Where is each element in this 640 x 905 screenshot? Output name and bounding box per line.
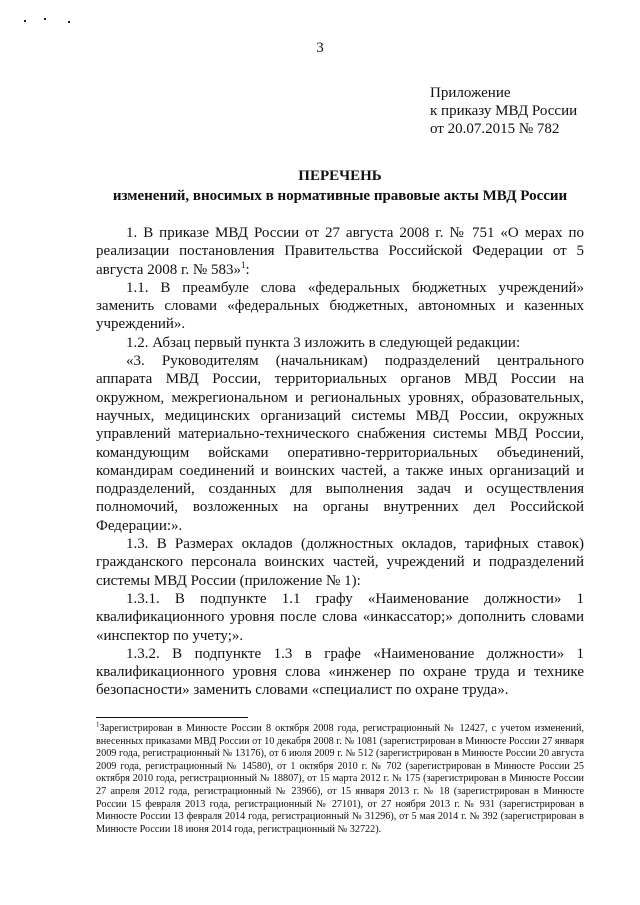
title-line-1: ПЕРЕЧЕНЬ <box>298 168 382 184</box>
paragraph-1-suffix: : <box>245 261 250 278</box>
page-number: 3 <box>316 40 324 56</box>
document-title <box>96 166 584 206</box>
scan-speck <box>68 21 70 23</box>
appendix-line-1: Приложение <box>430 85 511 101</box>
footnote-marker: 1 <box>96 720 100 729</box>
footnote <box>96 720 584 836</box>
footnote-divider <box>96 717 248 718</box>
appendix-header <box>430 84 577 138</box>
document-body <box>96 224 584 700</box>
paragraph-1-text: 1. В приказе МВД России от 27 августа 2008 г. № 751 «О мерах по реализации постановления Правительства Российской Федерации от 5 августа 2008 г. № 583» <box>96 225 584 278</box>
paragraph-1-3-1: 1.3.1. В подпункте 1.1 графу «Наименование должности» 1 квалификационного уровня после слова «инкассатор;» дополнить словами «инспектор по учету;». <box>96 590 584 644</box>
paragraph-1-3: 1.3. В Размерах окладов (должностных окладов, тарифных ставок) гражданского персонала воинских частей, учреждений и подразделений системы МВД России (приложение № 1): <box>96 536 584 589</box>
paragraph-1-3-2: 1.3.2. В подпункте 1.3 в графе «Наименование должности» 1 квалификационного уровня слова «инженер по охране труда и технике безопасности» заменить словами «специалист по охране труда». <box>96 645 584 699</box>
footnote-reference: 1 <box>240 259 246 270</box>
appendix-line-2: к приказу МВД России <box>430 103 578 119</box>
footnote-text: Зарегистрирован в Минюсте России 8 октября 2008 года, регистрационный № 12427, с учетом изменений, внесенных приказами МВД России от 10 декабря 2008 г. № 1081 (зарегистрирован в Минюсте России 27 января 2009 года, регистрационный № 13176), от 6 июля 2009 г. № 512 (зарегистрирован в Минюсте России 20 августа 2009 года, регистрационный № 14580), от 1 октября 2010 г. № 702 (зарегистрирован в Минюсте России 25 октября 2010 года, регистрационный № 18807), от 15 марта 2012 г. № 175 (зарегистрирован в Минюсте России 27 апреля 2012 года, регистрационный № 23966), от 15 января 2013 г. № 18 (зарегистрирован в Минюсте России 15 февраля 2013 года, регистрационный № 27101), от 27 ноября 2013 г. № 931 (зарегистрирован в Минюсте России 13 февраля 2014 года, регистрационный № 31296), от 5 мая 2014 г. № 392 (зарегистрирован в Минюсте России 18 июня 2014 года, регистрационный № 32722). <box>96 723 584 835</box>
title-line-2: изменений, вносимых в нормативные правовые акты МВД России <box>112 188 568 204</box>
paragraph-1-1: 1.1. В преамбуле слова «федеральных бюджетных учреждений» заменить словами «федеральных бюджетных, автономных и казенных учреждений». <box>96 279 584 333</box>
scan-speck <box>44 18 46 20</box>
paragraph-1-2: 1.2. Абзац первый пункта 3 изложить в следующей редакции: <box>126 334 521 351</box>
scan-speck <box>24 20 26 22</box>
paragraph-quote-3: «3. Руководителям (начальникам) подразделений центрального аппарата МВД России, территориальных органов МВД России на окружном, межрегиональном и региональных уровнях, образовательных, научных, медицинских организаций системы МВД России, окружных управлений материально-технического снабжения системы МВД России, командующим войсками оперативно-территориальных объединений, командирам соединений и воинских частей, а также иных организаций и подразделений, созданных для выполнения задач и осуществления полномочий, возложенных на органы внутренних дел Российской Федерации:». <box>96 353 584 534</box>
appendix-line-3: от 20.07.2015 № 782 <box>430 121 560 137</box>
paragraph-1 <box>96 224 584 279</box>
